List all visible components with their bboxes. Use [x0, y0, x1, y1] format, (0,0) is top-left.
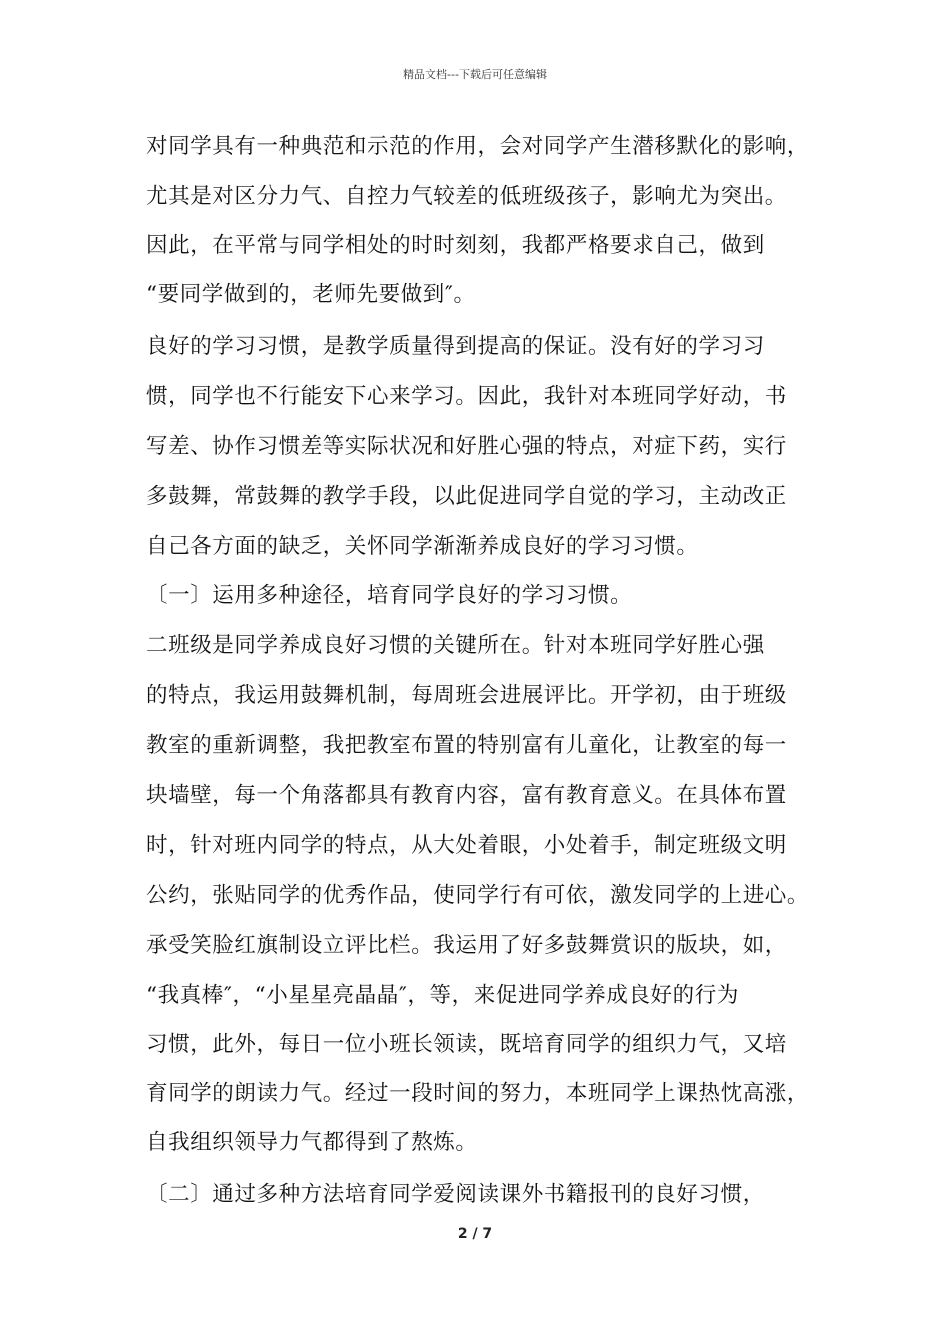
paragraph-start-line: 二班级是同学养成良好习惯的关键所在。针对本班同学好胜心强 — [146, 633, 765, 658]
text-line: 对同学具有一种典范和示范的作用，会对同学产生潜移默化的影响， — [146, 134, 810, 159]
text-line: 教室的重新调整，我把教室布置的特别富有儿童化，让教室的每一 — [146, 733, 787, 758]
text-line: “我真棒″，“小星星亮晶晶″，等，来促进同学养成良好的行为 — [146, 983, 739, 1008]
page-header: 精品文档---下载后可任意编辑 — [403, 68, 547, 81]
text-line: 公约，张贴同学的优秀作品，使同学行有可依，激发同学的上进心。 — [146, 883, 810, 908]
text-line: 的特点，我运用鼓舞机制，每周班会进展评比。开学初，由于班级 — [146, 683, 787, 708]
text-line: 育同学的朗读力气。经过一段时间的努力，本班同学上课热忱高涨， — [146, 1081, 810, 1106]
text-line: 块墙壁，每一个角落都具有教育内容，富有教育意义。在具体布置 — [146, 783, 787, 808]
text-line: “要同学做到的，老师先要做到″。 — [146, 282, 476, 307]
section-heading: 〔二〕通过多种方法培育同学爱阅读课外书籍报刊的良好习惯， — [146, 1182, 765, 1207]
text-line: 习惯，此外，每日一位小班长领读，既培育同学的组织力气，又培 — [146, 1032, 787, 1057]
page-number: 2 / 7 — [457, 1226, 493, 1242]
text-line: 自己各方面的缺乏，关怀同学渐渐养成良好的学习习惯。 — [146, 534, 699, 559]
text-line: 多鼓舞，常鼓舞的教学手段，以此促进同学自觉的学习，主动改正 — [146, 484, 787, 509]
text-line: 因此，在平常与同学相处的时时刻刻，我都严格要求自己，做到 — [146, 233, 765, 258]
section-heading: 〔一〕运用多种途径，培育同学良好的学习习惯。 — [146, 583, 633, 608]
paragraph-start-line: 良好的学习习惯，是教学质量得到提高的保证。没有好的学习习 — [146, 334, 765, 359]
text-line: 自我组织领导力气都得到了熬炼。 — [146, 1130, 478, 1155]
text-line: 惯，同学也不行能安下心来学习。因此，我针对本班同学好动，书 — [146, 384, 787, 409]
text-line: 承受笑脸红旗制设立评比栏。我运用了好多鼓舞赏识的版块，如， — [146, 933, 787, 958]
text-line: 时，针对班内同学的特点，从大处着眼，小处着手，制定班级文明 — [146, 833, 787, 858]
text-line: 尤其是对区分力气、自控力气较差的低班级孩子，影响尤为突出。 — [146, 184, 787, 209]
text-line: 写差、协作习惯差等实际状况和好胜心强的特点，对症下药，实行 — [146, 434, 787, 459]
